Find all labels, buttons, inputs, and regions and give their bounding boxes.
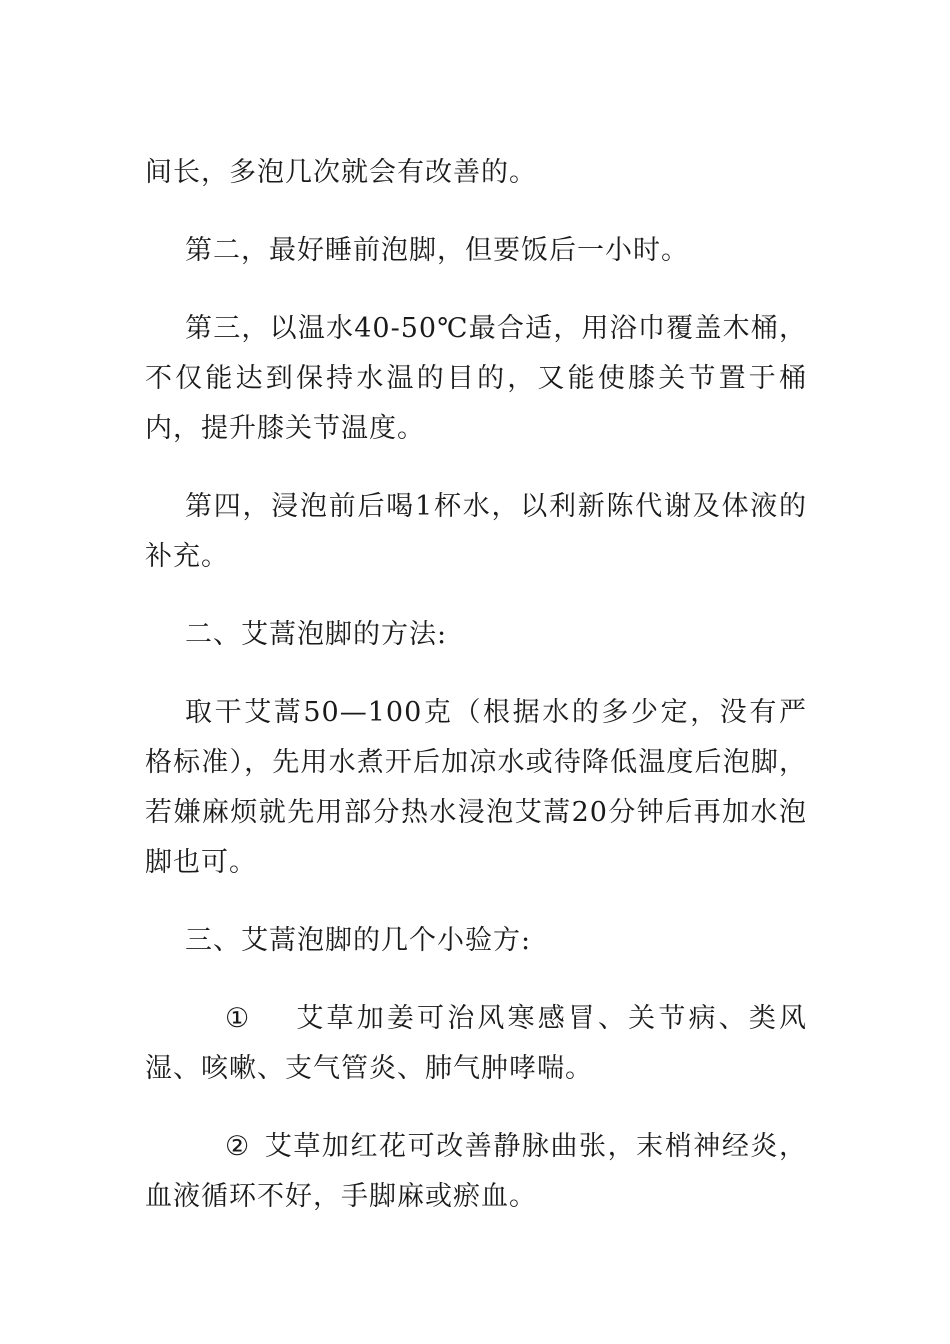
paragraph-third-point: 第三，以温水40-50℃最合适，用浴巾覆盖木桶，不仅能达到保持水温的目的，又能使膝关节置于桶内，提升膝关节温度。 — [145, 313, 807, 444]
paragraph-second-point: 第二，最好睡前泡脚，但要饭后一小时。 — [185, 235, 689, 266]
remedy-text: 艾草加红花可改善静脉曲张，末梢神经炎，血液循环不好，手脚麻或瘀血。 — [145, 1131, 807, 1212]
section-heading-method: 二、艾蒿泡脚的方法: — [185, 619, 448, 650]
paragraph-method: 取干艾蒿50—100克（根据水的多少定，没有严格标准），先用水煮开后加凉水或待降低温度后泡脚，若嫌麻烦就先用部分热水浸泡艾蒿20分钟后再加水泡脚也可。 — [145, 697, 807, 878]
remedy-item-1 — [145, 994, 807, 1094]
paragraph-continuation: 间长，多泡几次就会有改善的。 — [145, 157, 537, 188]
list-marker: ① — [225, 1003, 251, 1034]
section-heading-remedies: 三、艾蒿泡脚的几个小验方: — [185, 925, 532, 956]
paragraph-fourth-point: 第四，浸泡前后喝1杯水，以利新陈代谢及体液的补充。 — [145, 491, 807, 572]
remedy-item-2 — [145, 1122, 807, 1222]
list-marker: ② — [225, 1131, 251, 1162]
remedy-text: 艾草加姜可治风寒感冒、关节病、类风湿、咳嗽、支气管炎、肺气肿哮喘。 — [145, 1003, 807, 1084]
document-body — [145, 148, 807, 1250]
